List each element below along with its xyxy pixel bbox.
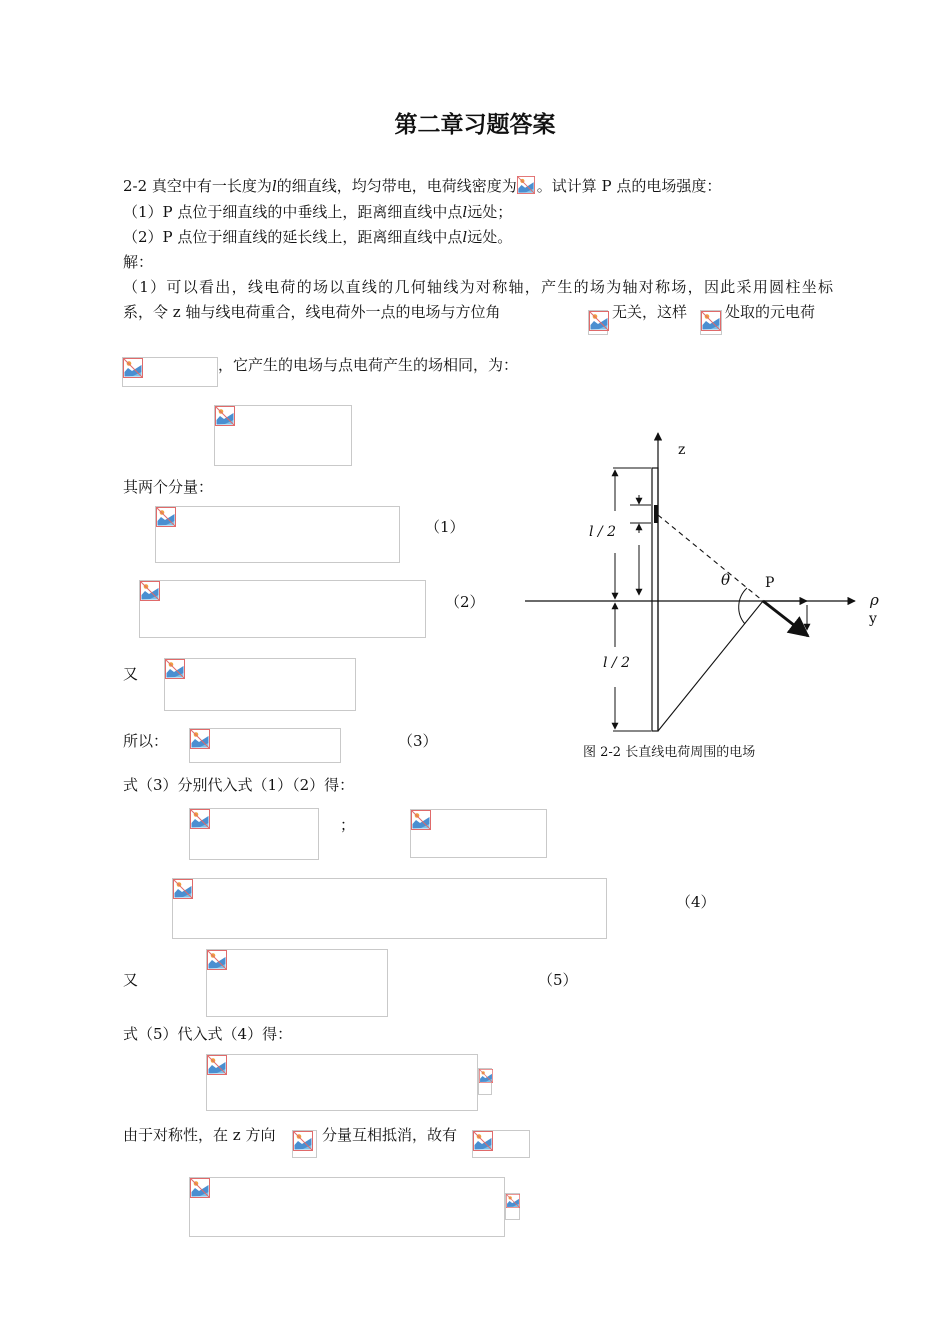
part-text: （2）P 点位于细直线的延长线上，距离细直线中点 bbox=[123, 228, 463, 246]
you-label: 又 bbox=[123, 971, 139, 989]
inline-equation-image bbox=[472, 1130, 530, 1158]
relation-equation-image bbox=[164, 658, 356, 711]
position-symbol-image bbox=[700, 310, 722, 335]
integral-equation-image bbox=[206, 1054, 478, 1111]
semicolon: ； bbox=[340, 816, 356, 834]
solution-paragraph-line: 处取的元电荷 bbox=[725, 303, 816, 321]
length-symbol: l bbox=[462, 203, 468, 221]
broken-image-icon bbox=[506, 1194, 520, 1208]
solution-paragraph-line: （1）可以看出，线电荷的场以直线的几何轴线为对称轴，产生的场为轴对称场，因此采用圆柱坐标 bbox=[123, 278, 833, 296]
rho-axis-label: ρ bbox=[870, 591, 879, 609]
equation-number: （2） bbox=[445, 593, 485, 611]
equation-number: （4） bbox=[676, 893, 716, 911]
components-label: 其两个分量： bbox=[123, 478, 214, 496]
field-vector-total bbox=[763, 601, 808, 636]
you-label: 又 bbox=[123, 665, 139, 683]
broken-image-icon bbox=[589, 311, 609, 331]
field-element-equation-image bbox=[214, 405, 352, 466]
symmetry-sentence: 由于对称性，在 z 方向 bbox=[123, 1126, 276, 1144]
equation-5-image bbox=[206, 949, 388, 1017]
part-text: （1）P 点位于细直线的中垂线上，距离细直线中点 bbox=[123, 203, 463, 221]
broken-image-icon bbox=[479, 1069, 493, 1083]
broken-image-icon bbox=[473, 1131, 493, 1151]
angle-arc bbox=[739, 588, 747, 624]
equation-number: （3） bbox=[398, 732, 438, 750]
solution-paragraph-line: 无关，这样 bbox=[612, 303, 688, 321]
broken-image-icon bbox=[293, 1131, 313, 1151]
problem-text: 的细直线，均匀带电，电荷线密度为 bbox=[276, 177, 517, 195]
broken-image-icon bbox=[156, 507, 176, 527]
equation-3-image bbox=[189, 728, 341, 763]
azimuth-symbol-image bbox=[588, 310, 608, 335]
substitution-sentence: 式（5）代入式（4）得： bbox=[123, 1025, 293, 1043]
half-length-label: l / 2 bbox=[589, 524, 617, 540]
problem-statement-line bbox=[123, 176, 721, 196]
problem-part-1 bbox=[123, 202, 512, 222]
length-symbol: l bbox=[462, 228, 468, 246]
problem-part-2 bbox=[123, 227, 512, 247]
broken-image-icon bbox=[207, 1055, 227, 1075]
solution-heading: 解： bbox=[123, 253, 154, 271]
broken-image-icon bbox=[701, 311, 721, 331]
broken-image-icon bbox=[165, 659, 185, 679]
bottom-to-p-line bbox=[658, 601, 763, 731]
substituted-equation-image bbox=[189, 808, 319, 860]
broken-image-icon bbox=[207, 950, 227, 970]
broken-image-icon bbox=[190, 729, 210, 749]
equation-4-image bbox=[172, 878, 607, 939]
broken-image-icon bbox=[173, 879, 193, 899]
inline-symbol-image bbox=[292, 1130, 317, 1158]
substitution-sentence: 式（3）分别代入式（1）（2）得： bbox=[123, 776, 355, 794]
problem-text: 。试计算 P 点的电场强度： bbox=[536, 177, 722, 195]
equation-number: （1） bbox=[425, 518, 465, 536]
angle-label: θ bbox=[721, 571, 731, 589]
distance-line bbox=[658, 515, 763, 601]
broken-image-icon bbox=[411, 810, 431, 830]
line-charge-figure bbox=[515, 425, 895, 760]
z-axis-label: z bbox=[678, 442, 686, 458]
part-text: 远处； bbox=[467, 203, 513, 221]
y-axis-label: y bbox=[869, 611, 877, 627]
broken-image-icon bbox=[140, 581, 160, 601]
page-title: 第二章习题答案 bbox=[394, 111, 556, 138]
broken-image-icon bbox=[123, 358, 143, 378]
inline-symbol-image bbox=[505, 1193, 520, 1220]
length-symbol: l bbox=[271, 177, 277, 195]
problem-text: 2-2 真空中有一长度为 bbox=[123, 177, 272, 195]
substituted-equation-image bbox=[410, 809, 547, 858]
charge-element-equation-image bbox=[122, 357, 218, 387]
broken-image-icon bbox=[215, 406, 235, 426]
equation-2-image bbox=[139, 580, 426, 638]
symmetry-sentence: 分量互相抵消，故有 bbox=[322, 1126, 458, 1144]
charge-element bbox=[654, 505, 658, 523]
broken-image-icon bbox=[190, 1178, 210, 1198]
figure-caption: 图 2-2 长直线电荷周围的电场 bbox=[583, 745, 756, 760]
inline-symbol-image bbox=[478, 1068, 492, 1095]
final-field-equation-image bbox=[189, 1177, 505, 1237]
point-label: P bbox=[765, 575, 775, 591]
broken-image-icon bbox=[190, 809, 210, 829]
charge-density-image-icon bbox=[517, 176, 537, 194]
part-text: 远处。 bbox=[467, 228, 513, 246]
solution-paragraph-line: 系，令 z 轴与线电荷重合，线电荷外一点的电场与方位角 bbox=[123, 303, 501, 321]
half-length-label: l / 2 bbox=[603, 655, 631, 671]
field-diagram bbox=[515, 425, 895, 755]
equation-number: （5） bbox=[538, 971, 578, 989]
equation-1-image bbox=[155, 506, 400, 563]
suoyi-label: 所以： bbox=[123, 732, 169, 750]
solution-paragraph-line: ，它产生的电场与点电荷产生的场相同，为： bbox=[218, 356, 519, 374]
